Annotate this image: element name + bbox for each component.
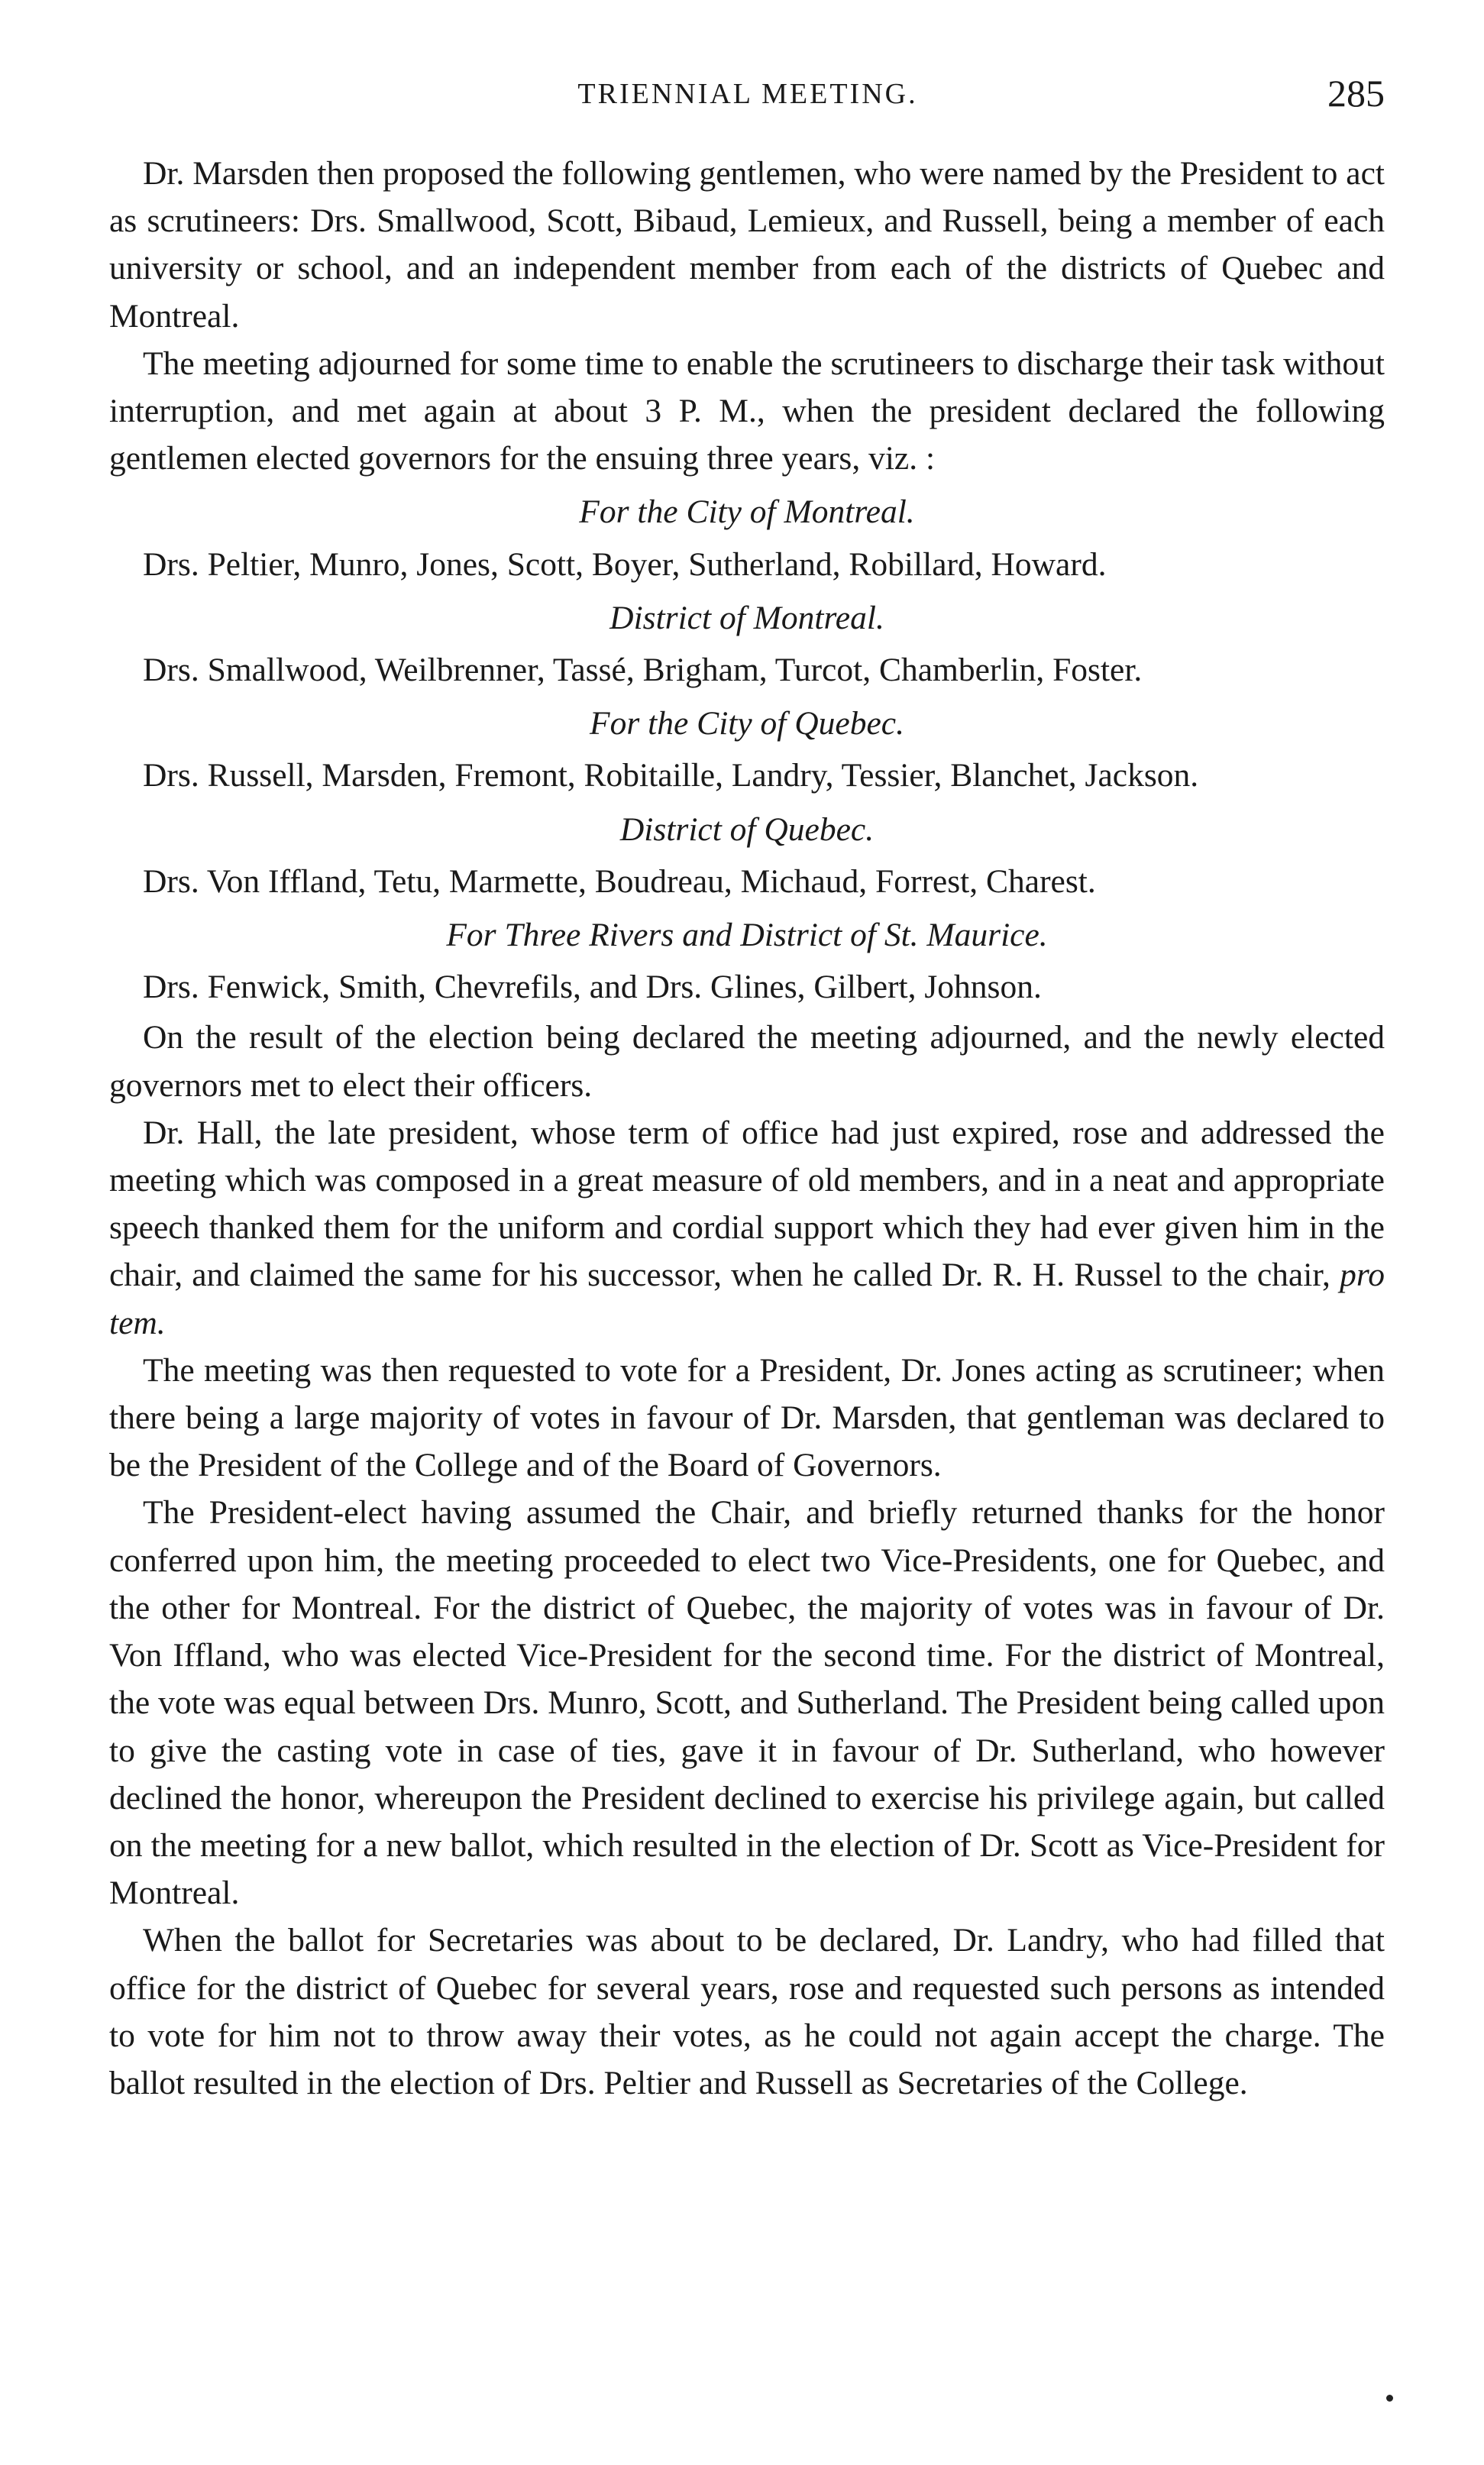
ink-dot — [1386, 2395, 1393, 2402]
heading-district-of-montreal: District of Montreal. — [609, 599, 884, 636]
heading-district-of-quebec: District of Quebec. — [619, 810, 875, 848]
paragraph-scrutineers: Dr. Marsden then proposed the following gentlemen, who were named by the President to act as scrutineers: Drs. Smallwood, Scott, Bibaud, Lemieux, and Russell, being a member of each university or school, and an independent member from each of the districts of Quebec and Montreal. — [109, 155, 1385, 335]
names-city-of-montreal: Drs. Peltier, Munro, Jones, Scott, Boyer, Sutherland, Robillard, Howard. — [143, 545, 1107, 583]
page-number: 285 — [1327, 72, 1385, 115]
names-three-rivers: Drs. Fenwick, Smith, Chevrefils, and Drs. Glines, Gilbert, Johnson. — [143, 969, 1042, 1006]
paragraph-election-result: On the result of the election being declared the meeting adjourned, and the newly elected governors met to elect their officers. — [109, 1019, 1385, 1104]
pro-tem-italic: pro tem. — [109, 1257, 1385, 1341]
paragraph-dr-hall-text: Dr. Hall, the late president, whose term of office had just expired, rose and addressed the meeting which was composed in a great measure of old members, and in a neat and appropriate speech thanked them for the uniform and cordial support which they had ever given him in the chair, and claimed the same for his successor, when he called Dr. R. H. Russel to the chair, — [109, 1114, 1385, 1294]
heading-city-of-montreal: For the City of Montreal. — [579, 493, 915, 531]
paragraph-vice-presidents: The President-elect having assumed the Chair, and briefly returned thanks for the honor conferred upon him, the meeting proceeded to elect two Vice-Presidents, one for Quebec, and the other for Montreal. For the district of Quebec, the majority of votes was in favour of Dr. Von Iffland, who was elected Vice-President for the second time. For the district of Montreal, the vote was equal between Drs. Munro, Scott, and Sutherland. The President being called upon to give the casting vote in case of ties, gave it in favour of Dr. Sutherland, who however declined the honor, whereupon the President declined to exercise his privilege again, but called on the meeting for a new ballot, which resulted in the election of Dr. Scott as Vice-President for Montreal. — [109, 1494, 1385, 1912]
names-district-of-montreal: Drs. Smallwood, Weilbrenner, Tassé, Brigham, Turcot, Chamberlin, Foster. — [143, 652, 1143, 689]
paragraph-president-vote: The meeting was then requested to vote for a President, Dr. Jones acting as scrutineer; when there being a large majority of votes in favour of Dr. Marsden, that gentleman was declared to be the President of the College and of the Board of Governors. — [109, 1351, 1385, 1484]
names-city-of-quebec: Drs. Russell, Marsden, Fremont, Robitaille, Landry, Tessier, Blanchet, Jackson. — [143, 757, 1199, 794]
running-head — [111, 72, 1385, 121]
heading-three-rivers: For Three Rivers and District of St. Maurice. — [446, 917, 1048, 954]
text-body — [109, 150, 1385, 2107]
paragraph-dr-hall — [109, 1109, 1385, 1347]
names-district-of-quebec: Drs. Von Iffland, Tetu, Marmette, Boudreau, Michaud, Forrest, Charest. — [143, 862, 1096, 900]
running-title: TRIENNIAL MEETING. — [577, 78, 918, 110]
paragraph-secretaries: When the ballot for Secretaries was about to be declared, Dr. Landry, who had filled that office for the district of Quebec for several years, rose and requested such persons as intended to vote for him not to throw away their votes, as he could not again accept the charge. The ballot resulted in the election of Drs. Peltier and Russell as Secretaries of the College. — [109, 1922, 1385, 2101]
heading-city-of-quebec: For the City of Quebec. — [590, 705, 904, 742]
paragraph-adjournment: The meeting adjourned for some time to enable the scrutineers to discharge their task without interruption, and met again at about 3 P. M., when the president declared the following gentlemen elected governors for the ensuing three years, viz. : — [109, 345, 1385, 477]
